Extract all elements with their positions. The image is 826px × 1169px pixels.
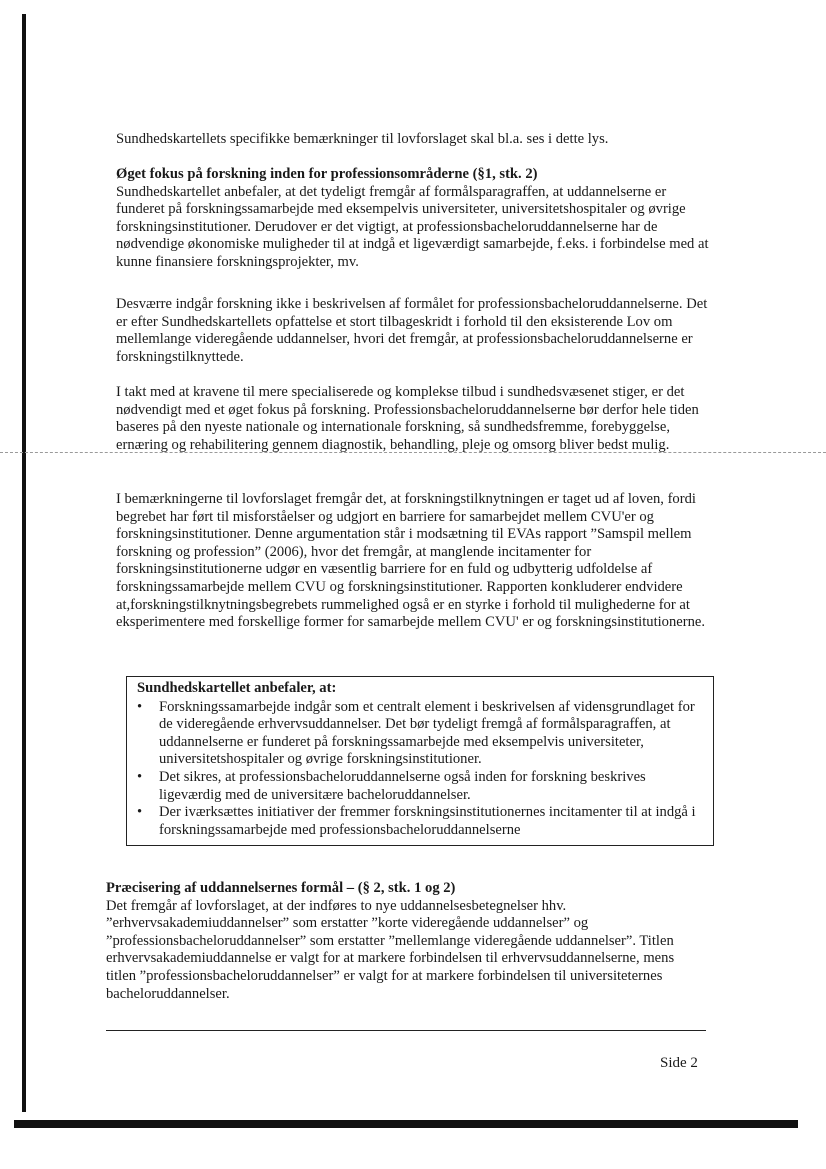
- bullet-icon: •: [137, 698, 143, 715]
- bullet-icon: •: [137, 804, 143, 821]
- recommendation-text: Det sikres, at professionsbacheloruddannelserne også inden for forskning beskrives ligeværdig med de universitære bacheloruddannelser.: [159, 768, 646, 803]
- section-forskning: [116, 166, 716, 272]
- recommendation-text: Forskningssamarbejde indgår som et centralt element i beskrivelsen af vidensgrundlaget for de videregående erhvervsuddannelser. Det bør tydeligt fremgå af formålsparagraffen, at uddannelserne er funderet på forskningssamarbejde med eksempelvis universiteter, universitetshospitaler og øvrige forskningsinstitutioner.: [159, 698, 695, 768]
- body-paragraph: I bemærkningerne til lovforslaget fremgår det, at forskningstilknytningen er taget ud af loven, fordi begrebet har ført til misforståelser og udgjort en barriere for samarbejdet mellem CVU'er og forskningsinstitutioner. Denne argumentation står i modsætning til EVAs rapport ”Samspil mellem forskning og profession” (2006), hvor det fremgår, at manglende incitamenter for forskningsinstitutionerne udgør en væsentlig barriere for en fuld og udbytterig udfoldelse af forskningssamarbejde mellem CVU og forskningsinstitutioner. Rapporten konkluderer endvidere at,forskningstilknytningsbegrebets rummelighed også er en styrke i forhold til mulighederne for at eksperimentere med forskellige former for samarbejde mellem CVU' er og forskningsinstitutionerne.: [116, 491, 706, 631]
- recommendation-heading: Sundhedskartellet anbefaler, at:: [137, 680, 337, 696]
- section-heading: Øget fokus på forskning inden for professionsområderne (§1, stk. 2): [116, 166, 538, 182]
- bottom-margin-bar: [14, 1120, 798, 1128]
- page-number: Side 2: [660, 1055, 698, 1071]
- bullet-icon: •: [137, 768, 143, 785]
- body-paragraph: Det fremgår af lovforslaget, at der indføres to nye uddannelsesbetegnelser hhv. ”erhvervsakademiuddannelser” som erstatter ”korte videregående uddannelser” og ”professionsbacheloruddannelser” som erstatter ”mellemlange videregående uddannelser”. Titlen erhvervsakademiuddannelse er valgt for at markere forbindelsen til erhvervsuddannelserne, mens titlen ”professionsbacheloruddannelser” er valgt for at markere forbindelsen til universiteternes bacheloruddannelser.: [106, 897, 675, 1002]
- recommendation-item: [137, 699, 703, 769]
- body-paragraph: I takt med at kravene til mere specialiserede og komplekse tilbud i sundhedsvæsenet stiger, er det nødvendigt med et øget fokus på forskning. Professionsbacheloruddannelserne bør derfor hele tiden baseres på den nyeste nationale og internationale forskning, så sundhedsfremme, forebyggelse, ernæring og rehabilitering gennem diagnostik, behandling, pleje og omsorg bliver bedst mulig.: [116, 384, 699, 453]
- section-formaal: [106, 880, 706, 1003]
- body-paragraph: Sundhedskartellet anbefaler, at det tydeligt fremgår af formålsparagraffen, at uddannelserne er funderet på forskningssamarbejde med eksempelvis universiteter, universitetshospitaler og øvrige forskningsinstitutioner. Derudover er det vigtigt, at professionsbacheloruddannelserne har de nødvendige økonomiske muligheder til at indgå et ligeværdigt samarbejde, f.eks. i forbindelse med at kunne finansiere forskningsprojekter, mv.: [116, 183, 709, 270]
- body-paragraph: Desværre indgår forskning ikke i beskrivelsen af formålet for professionsbacheloruddannelserne. Det er efter Sundhedskartellets opfattelse et stort tilbageskridt i forhold til den eksisterende Lov om mellemlange videregående uddannelser, hvori det fremgår, at professionsbacheloruddannelserne er forskningstilknyttede.: [116, 296, 708, 365]
- recommendation-list: [137, 699, 703, 840]
- recommendation-text: Der iværksættes initiativer der fremmer forskningsinstitutionernes incitamenter til at indgå i forskningssamarbejde med professionsbacheloruddannelserne: [159, 804, 696, 838]
- section-heading: Præcisering af uddannelsernes formål – (§ 2, stk. 1 og 2): [106, 880, 456, 896]
- left-margin-bar: [22, 14, 26, 1112]
- footer-rule: [106, 1030, 706, 1031]
- recommendation-item: [137, 804, 703, 839]
- recommendation-box: [126, 676, 714, 846]
- intro-paragraph: Sundhedskartellets specifikke bemærkninger til lovforslaget skal bl.a. ses i dette lys.: [116, 131, 609, 147]
- recommendation-item: [137, 769, 703, 804]
